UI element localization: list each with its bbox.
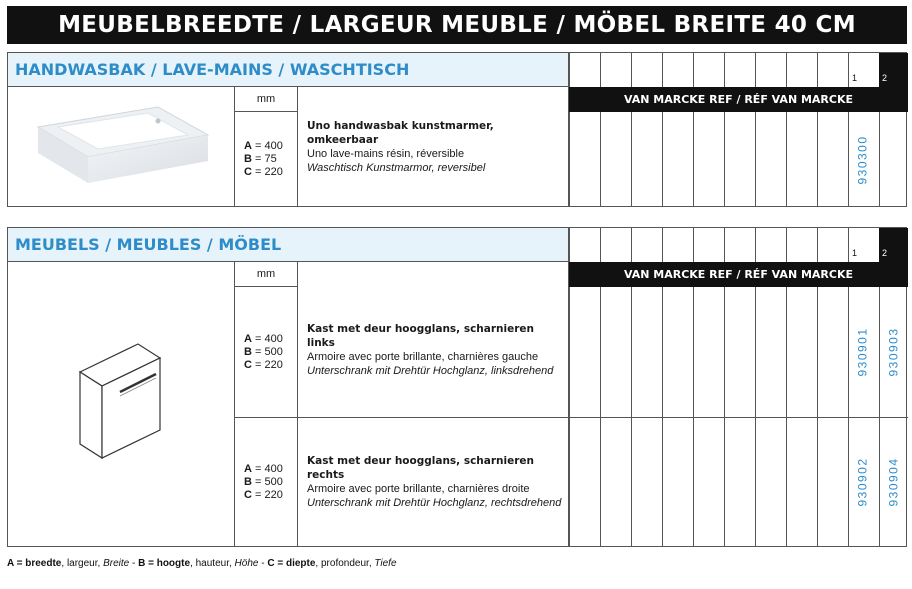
product-name-de: Unterschrank mit Drehtür Hochglanz, rechtsdrehend [307,497,562,509]
column-number-2: 2 [879,53,908,87]
units-label: mm [235,87,298,112]
ref-code-col1: 930901 [856,327,871,377]
ref-header: VAN MARCKE REF / RÉF VAN MARCKE [569,262,908,287]
product-name-de: Waschtisch Kunstmarmor, reversibel [307,162,486,174]
product-name-nl: Uno handwasbak kunstmarmer, omkeerbaar [307,120,494,146]
units-label: mm [235,262,298,287]
dimension-b: B = 75 [244,153,277,165]
washbasin-illustration [8,87,234,207]
section-meubels [7,227,907,547]
page-title: MEUBELBREEDTE / LARGEUR MEUBLE / MÖBEL BREITE 40 CM [7,6,907,44]
description-cell [298,87,569,207]
column-number-1: 1 [852,248,858,258]
product-name-fr: Uno lave-mains résin, réversible [307,148,465,160]
dimension-a: A = 400 [244,462,283,475]
product-image-cabinet [8,262,235,546]
dimension-b: B = 500 [244,345,283,358]
product-name-fr: Armoire avec porte brillante, charnières droite [307,483,530,495]
product-name-nl: Kast met deur hoogglans, scharnieren links [307,322,535,349]
dimension-legend: A = breedte, largeur, Breite - B = hoogte, hauteur, Höhe - C = diepte, profondeur, Tiefe [7,558,397,569]
ref-code-col1: 930902 [856,457,871,507]
ref-code-col2: 930903 [887,327,902,377]
column-number-1: 1 [852,73,858,83]
column-number-2: 2 [879,228,908,262]
dimension-c: C = 220 [244,488,283,501]
dimension-a: A = 400 [244,332,283,345]
dimensions-cell [235,287,298,417]
ref-code-col1: 930300 [856,134,871,185]
section-heading: MEUBELS / MEUBLES / MÖBEL [8,228,569,262]
product-name-de: Unterschrank mit Drehtür Hochglanz, linksdrehend [307,364,554,377]
section-handwasbak [7,52,907,207]
ref-header: VAN MARCKE REF / RÉF VAN MARCKE [569,87,908,112]
description-cell [298,262,569,417]
dimension-c: C = 220 [244,166,283,178]
ref-code-col2: 930904 [887,457,902,507]
dimensions-cell [235,112,298,207]
product-name-nl: Kast met deur hoogglans, scharnieren rechts [307,455,535,481]
dimensions-cell [235,418,298,546]
product-name-fr: Armoire avec porte brillante, charnières gauche [307,350,539,363]
product-image-washbasin [8,87,235,207]
dimension-b: B = 500 [244,475,283,488]
section-heading: HANDWASBAK / LAVE-MAINS / WASCHTISCH [8,53,569,87]
dimension-c: C = 220 [244,358,283,371]
cabinet-illustration [8,262,234,546]
description-cell [298,418,569,546]
dimension-a: A = 400 [244,140,283,152]
